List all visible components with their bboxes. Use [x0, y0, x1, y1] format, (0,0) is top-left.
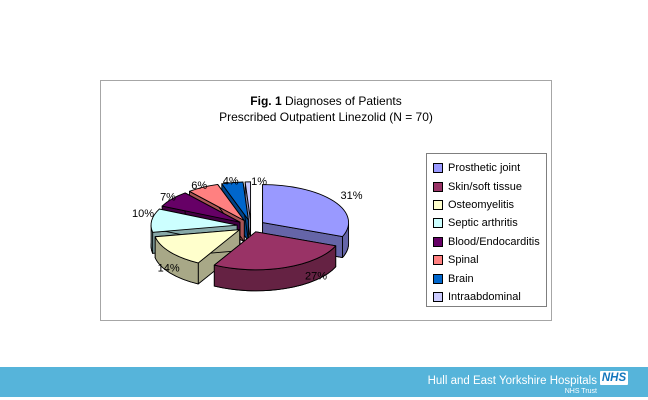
chart-legend [426, 153, 547, 307]
legend-swatch-icon [433, 200, 443, 210]
pie-slice-label-spinal: 6% [191, 179, 208, 192]
legend-label: Osteomyelitis [448, 198, 515, 211]
legend-item-spinal [433, 251, 546, 269]
legend-item-osteomyelitis [433, 196, 546, 214]
footer-trust-label: NHS Trust [564, 388, 597, 395]
legend-swatch-icon [433, 218, 443, 228]
legend-label: Prosthetic joint [448, 162, 521, 175]
legend-item-prosthetic-joint [433, 159, 546, 177]
pie-slice-label-osteomyelitis: 14% [157, 262, 180, 275]
legend-item-blood-endocarditis [433, 233, 546, 251]
nhs-logo: NHS [601, 372, 627, 384]
legend-label: Intraabdominal [448, 290, 521, 303]
legend-label: Septic arthritis [448, 217, 518, 230]
legend-swatch-icon [433, 274, 443, 284]
chart-container [100, 80, 552, 321]
legend-item-skin-soft-tissue [433, 177, 546, 195]
pie-slice-label-intraabdominal: 1% [251, 175, 268, 188]
legend-label: Skin/soft tissue [448, 180, 522, 193]
pie-slice-label-brain: 4% [222, 175, 239, 188]
legend-item-brain [433, 269, 546, 287]
legend-swatch-icon [433, 237, 443, 247]
pie-slice-label-prosthetic-joint: 31% [340, 189, 363, 202]
pie-slice-label-blood-endocarditis: 7% [160, 191, 176, 204]
chart-title-figure-number: Fig. 1 [250, 94, 282, 108]
chart-title-line1-text: Diagnoses of Patients [281, 94, 402, 108]
pie-slice-label-septic-arthritis: 10% [131, 207, 154, 220]
legend-item-intraabdominal [433, 288, 546, 306]
pie-slice-label-skin-soft-tissue: 27% [304, 270, 328, 283]
legend-label: Brain [448, 272, 474, 285]
legend-swatch-icon [433, 292, 443, 302]
legend-label: Blood/Endocarditis [448, 235, 540, 248]
legend-swatch-icon [433, 163, 443, 173]
legend-label: Spinal [448, 254, 479, 267]
legend-swatch-icon [433, 182, 443, 192]
chart-title-line2: Prescribed Outpatient Linezolid (N = 70) [219, 110, 433, 124]
legend-swatch-icon [433, 255, 443, 265]
legend-item-septic-arthritis [433, 214, 546, 232]
footer-bar [0, 367, 648, 397]
footer-org-name: Hull and East Yorkshire Hospitals [427, 375, 597, 387]
